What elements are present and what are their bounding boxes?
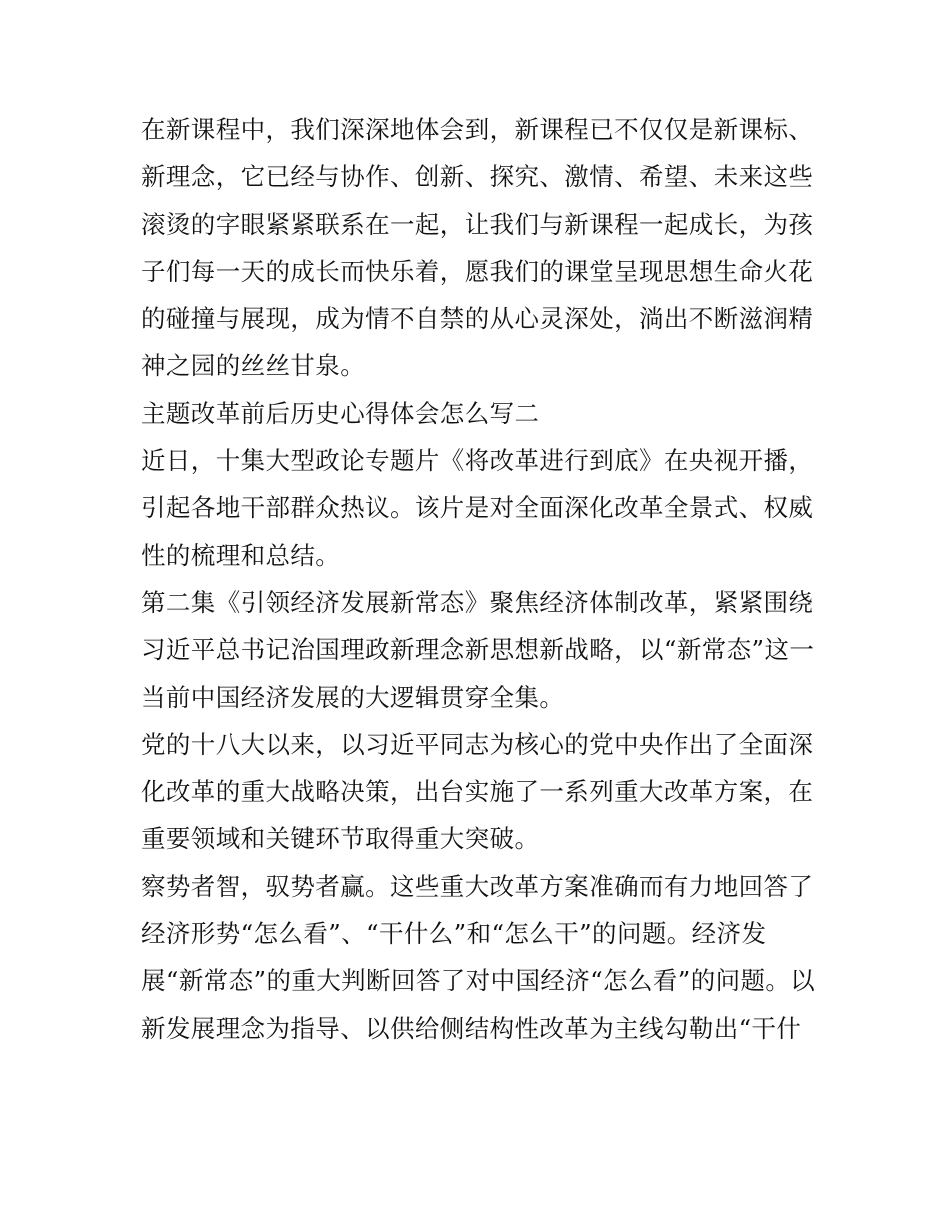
text-line: 子们每一天的成长而快乐着，愿我们的课堂呈现思想生命火花 [141,256,814,286]
text-line: 性的梳理和总结。 [141,540,341,570]
text-line: 展“新常态”的重大判断回答了对中国经济“怎么看”的问题。以 [141,966,816,996]
text-line: 在新课程中，我们深深地体会到，新课程已不仅仅是新课标、 [141,115,814,144]
text-line: 经济形势“怎么看”、“干什么”和“怎么干”的问题。经济发 [141,919,767,949]
text-line: 神之园的丝丝甘泉。 [141,351,366,381]
text-line: 当前中国经济发展的大逻辑贯穿全集。 [141,682,565,712]
text-line: 近日，十集大型政论专题片《将改革进行到底》在央视开播， [141,446,814,476]
text-line: 的碰撞与展现，成为情不自禁的从心灵深处，淌出不断滋润精 [141,304,814,334]
text-line: 新发展理念为指导、以供给侧结构性改革为主线勾勒出“干什 [141,1013,802,1043]
text-line: 化改革的重大战略决策，出台实施了一系列重大改革方案，在 [141,777,814,807]
text-line: 滚烫的字眼紧紧联系在一起，让我们与新课程一起成长，为孩 [141,209,814,239]
text-line: 党的十八大以来，以习近平同志为核心的党中央作出了全面深 [141,729,814,759]
section-heading: 主题改革前后历史心得体会怎么写二 [141,398,540,428]
text-line: 新理念，它已经与协作、创新、探究、激情、希望、未来这些 [141,162,814,192]
text-line: 习近平总书记治国理政新理念新思想新战略，以“新常态”这一 [141,635,815,665]
document-body [141,106,816,1052]
text-line: 重要领域和关键环节取得重大突破。 [141,824,540,854]
text-line: 察势者智，驭势者赢。这些重大改革方案准确而有力地回答了 [141,871,814,901]
text-line: 引起各地干部群众热议。该片是对全面深化改革全景式、权威 [141,493,814,523]
text-line: 第二集《引领经济发展新常态》聚焦经济体制改革，紧紧围绕 [141,587,814,617]
